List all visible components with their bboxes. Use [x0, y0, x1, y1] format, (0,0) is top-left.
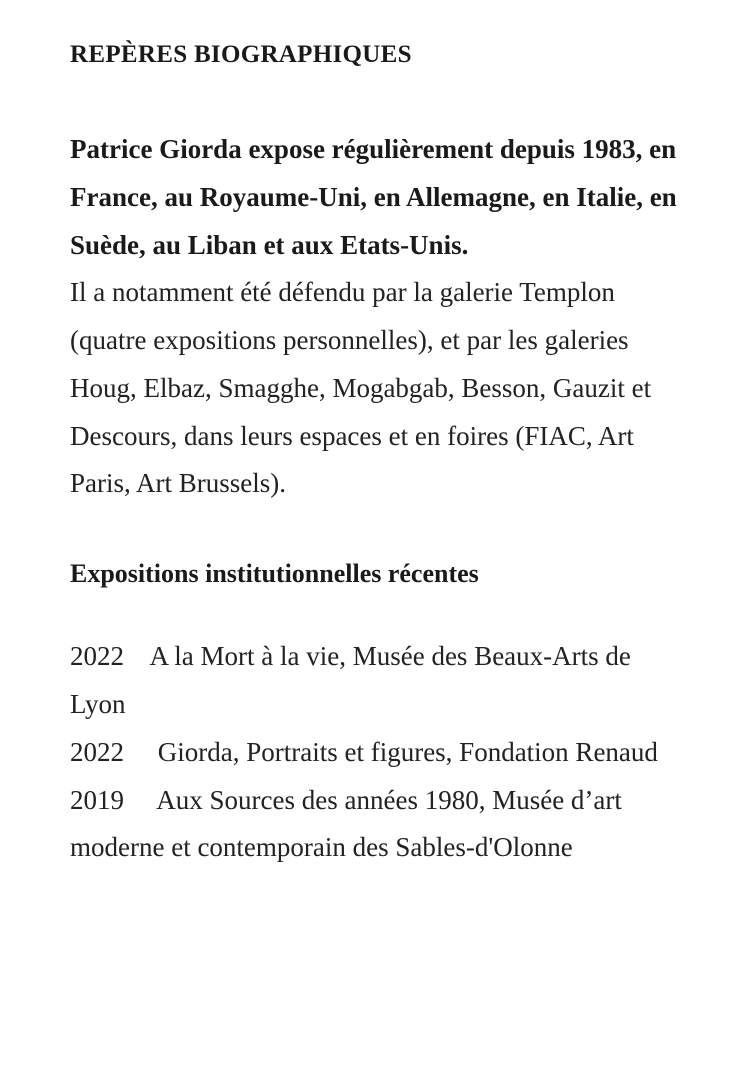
- exhibition-year: 2022: [70, 736, 124, 767]
- lead-paragraph: Patrice Giorda expose régulièrement depuis 1983, en France, au Royaume-Uni, en Allemagne, en Italie, en Suède, au Liban et aux Etats-Unis.: [70, 134, 677, 260]
- exhibition-year: 2019: [70, 784, 124, 815]
- exhibition-year: 2022: [70, 641, 124, 672]
- spacer: [70, 508, 681, 554]
- exhibitions-subheading: Expositions institutionnelles récentes: [70, 559, 479, 589]
- list-item: [70, 729, 681, 777]
- biography-paragraph: Il a notamment été défendu par la galerie Templon (quatre expositions personnelles), et par les galeries Houg, Elbaz, Smagghe, Mogabgab, Besson, Gauzit et Descours, dans leurs espaces et en foires (FIAC, Art Paris, Art Brussels).: [70, 277, 652, 499]
- spacer: [70, 70, 681, 126]
- list-item: [70, 633, 681, 729]
- exhibition-gap: [124, 785, 156, 815]
- page-title: REPÈRES BIOGRAPHIQUES: [70, 41, 412, 68]
- exhibition-title: Aux Sources des années 1980, Musée d’art moderne et contemporain des Sables-d'Olonne: [70, 784, 622, 863]
- exhibitions-list: [70, 633, 681, 872]
- exhibition-gap: [124, 737, 158, 767]
- exhibition-title: Giorda, Portraits et figures, Fondation Renaud: [157, 736, 658, 767]
- exhibition-title: A la Mort à la vie, Musée des Beaux-Arts de Lyon: [70, 641, 631, 720]
- exhibition-gap: [124, 641, 150, 671]
- spacer: [70, 593, 681, 633]
- list-item: [70, 777, 681, 873]
